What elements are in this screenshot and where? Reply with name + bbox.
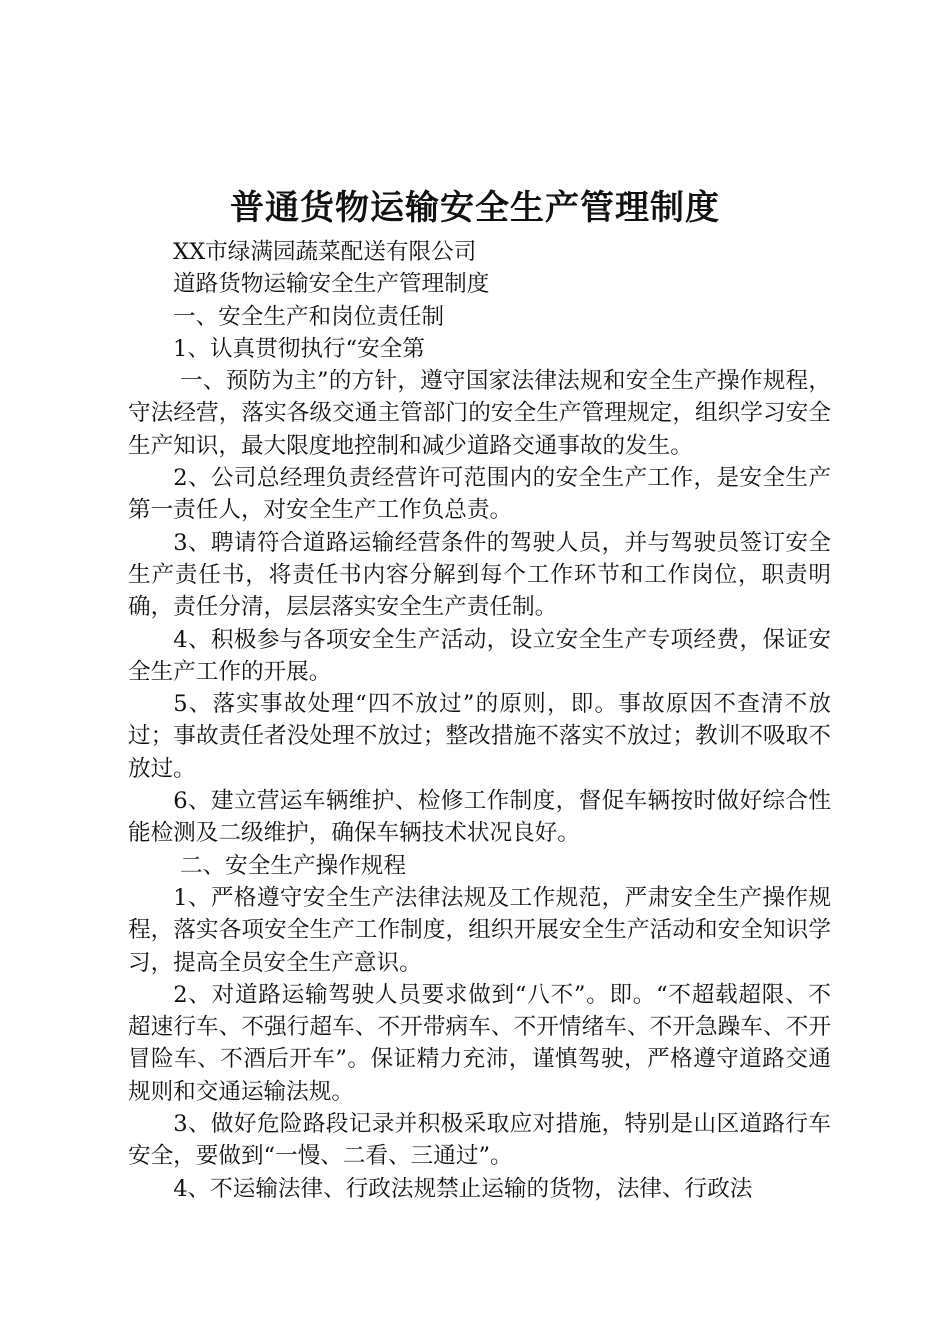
paragraph-1-1-start: 1、认真贯彻执行“安全第	[173, 335, 425, 362]
paragraph-1-4: 4、积极参与各项安全生产活动，设立安全生产专项经费，保证安全生产工作的开展。	[128, 626, 831, 685]
paragraph-1-6: 6、建立营运车辆维护、检修工作制度，督促车辆按时做好综合性能检测及二级维护，确保车辆技术状况良好。	[128, 788, 831, 847]
regulation-subtitle: 道路货物运输安全生产管理制度	[173, 271, 490, 298]
paragraph-1-2: 2、公司总经理负责经营许可范围内的安全生产工作，是安全生产第一责任人，对安全生产工作负总责。	[128, 465, 831, 524]
document-title: 普通货物运输安全生产管理制度	[230, 188, 720, 228]
company-name: XX市绿满园蔬菜配送有限公司	[173, 239, 477, 265]
paragraph-2-4: 4、不运输法律、行政法规禁止运输的货物，法律、行政法	[173, 1175, 753, 1202]
paragraph-1-5: 5、落实事故处理“四不放过”的原则，即。事故原因不查清不放过；事故责任者没处理不放过；整改措施不落实不放过；教训不吸取不放过。	[128, 691, 831, 782]
paragraph-1-1-continued: 一、预防为主”的方针，遵守国家法律法规和安全生产操作规程，守法经营，落实各级交通主管部门的安全生产管理规定，组织学习安全生产知识，最大限度地控制和减少道路交通事故的发生。	[128, 368, 831, 459]
section-heading-2: 二、安全生产操作规程	[180, 852, 406, 879]
document-body	[128, 236, 831, 1205]
paragraph-1-3: 3、聘请符合道路运输经营条件的驾驶人员，并与驾驶员签订安全生产责任书，将责任书内容分解到每个工作环节和工作岗位，职责明确，责任分清，层层落实安全生产责任制。	[128, 529, 831, 621]
section-heading-1: 一、安全生产和岗位责任制	[173, 303, 445, 330]
paragraph-2-3: 3、做好危险路段记录并积极采取应对措施，特别是山区道路行车安全，要做到“一慢、二看、三通过”。	[128, 1111, 831, 1170]
paragraph-2-1: 1、严格遵守安全生产法律法规及工作规范，严肃安全生产操作规程，落实各项安全生产工作制度，组织开展安全生产活动和安全知识学习，提高全员安全生产意识。	[128, 884, 831, 976]
paragraph-2-2: 2、对道路运输驾驶人员要求做到“八不”。即。“不超载超限、不超速行车、不强行超车、不开带病车、不开情绪车、不开急躁车、不开冒险车、不酒后开车”。保证精力充沛，谨慎驾驶，严格遵守道路交通规则和交通运输法规。	[128, 981, 831, 1105]
